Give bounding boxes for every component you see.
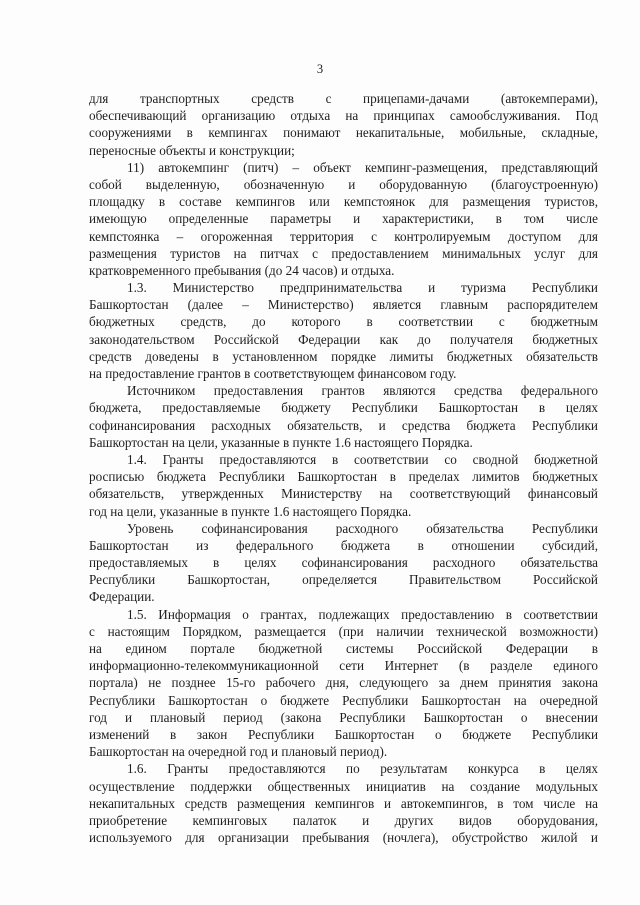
text-line: площадку в составе кемпингов или кемпстоянок для размещения туристов, <box>89 194 598 210</box>
text-line: обеспечивающий организацию отдыха на принципах самообслуживания. Под <box>89 108 598 124</box>
text-line: имеющую определенные параметры и характеристики, в том числе <box>89 211 598 227</box>
text-line: бюджета, предоставляемые бюджету Республики Башкортостан в целях <box>89 400 598 416</box>
text-line: средств доведены в установленном порядке лимиты бюджетных обязательств <box>89 348 598 364</box>
text-line: используемого для организации пребывания (ночлега), обустройство жилой и <box>89 830 598 846</box>
text-line: Источником предоставления грантов являются средства федерального <box>127 383 598 399</box>
text-line: 1.5. Информация о грантах, подлежащих предоставлению в соответствии <box>127 606 598 622</box>
text-line: Уровень софинансирования расходного обязательства Республики <box>127 520 598 536</box>
document-body <box>89 90 598 846</box>
text-line: Башкортостан (далее – Министерство) является главным распорядителем <box>89 297 598 313</box>
text-line: изменений в закон Республики Башкортостан о бюджете Республики <box>89 726 598 742</box>
text-line: осуществление поддержки общественных инициатив на создание модульных <box>89 778 598 794</box>
text-line: на предоставление грантов в соответствующем финансовом году. <box>89 366 457 381</box>
text-line: кратковременного пребывания (до 24 часов) и отдыха. <box>89 262 395 278</box>
text-line: сооружениями в кемпингах понимают некапитальные, мобильные, складные, <box>89 125 598 141</box>
text-line: на едином портале бюджетной системы Российской Федерации в <box>89 641 598 656</box>
text-line: некапитальных средств размещения кемпингов и автокемпингов, в том числе на <box>89 795 598 811</box>
text-line: бюджетных средств, до которого в соответствии с бюджетным <box>89 314 598 330</box>
page-number: 3 <box>316 62 324 76</box>
text-line: размещения туристов на питчах с предоставлением минимальных услуг для <box>89 245 598 261</box>
text-line: информационно-телекоммуникационной сети Интернет (в разделе единого <box>89 658 598 674</box>
text-line: софинансирования расходных обязательств, и средства бюджета Республики <box>89 417 598 433</box>
text-line: для транспортных средств с прицепами-дачами (автокемперами), <box>89 91 598 106</box>
text-line: приобретение кемпинговых палаток и других видов оборудования, <box>89 812 598 828</box>
text-line: Башкортостан на очередной год и плановый период). <box>89 744 388 760</box>
text-line: 11) автокемпинг (питч) – объект кемпинг-размещения, представляющий <box>127 159 598 175</box>
text-line: год на цели, указанные в пункте 1.6 настоящего Порядка. <box>89 503 412 519</box>
text-line: с настоящим Порядком, размещается (при наличии технической возможности) <box>89 623 598 639</box>
text-line: собой выделенную, обозначенную и оборудованную (благоустроенную) <box>89 176 598 192</box>
text-line: Республики Башкортостан о бюджете Республики Башкортостан на очередной <box>89 692 598 708</box>
text-line: переносные объекты и конструкции; <box>89 142 295 158</box>
text-line: год и плановый период (закона Республики Башкортостан о внесении <box>89 709 598 725</box>
text-line: 1.3. Министерство предпринимательства и туризма Республики <box>127 280 598 296</box>
text-line: обязательств, утвержденных Министерству на соответствующий финансовый <box>89 486 598 502</box>
text-line: 1.4. Гранты предоставляются в соответствии со сводной бюджетной <box>127 451 598 467</box>
text-line: росписью бюджета Республики Башкортостан в пределах лимитов бюджетных <box>89 469 598 485</box>
text-line: 1.6. Гранты предоставляются по результатам конкурса в целях <box>127 761 598 777</box>
text-line: Башкортостан из федерального бюджета в отношении субсидий, <box>89 537 598 553</box>
text-line: Республики Башкортостан, определяется Правительством Российской <box>89 572 598 588</box>
text-line: Башкортостан на цели, указанные в пункте 1.6 настоящего Порядка. <box>89 434 473 450</box>
text-line: портала) не позднее 15-го рабочего дня, следующего за днем принятия закона <box>89 675 598 691</box>
text-line: предоставляемых в целях софинансирования расходного обязательства <box>89 555 598 571</box>
text-line: законодательством Российской Федерации как до получателя бюджетных <box>89 331 598 347</box>
text-line: Федерации. <box>89 589 155 605</box>
text-line: кемпстоянка – огороженная территория с контролируемым доступом для <box>89 228 598 244</box>
